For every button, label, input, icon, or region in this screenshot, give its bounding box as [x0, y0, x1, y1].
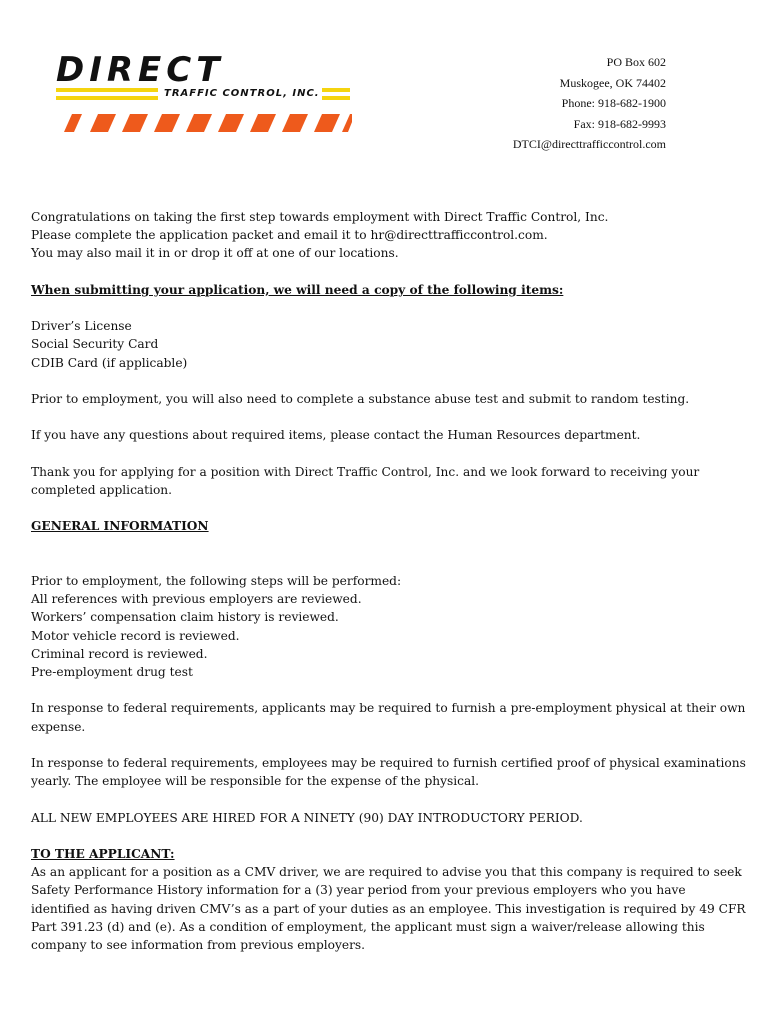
address-block — [513, 52, 666, 155]
thanks-text: Thank you for applying for a position with Direct Traffic Control, Inc. and we look forward to receiving your completed application. — [31, 464, 700, 497]
list-item: Driver’s License — [31, 319, 132, 334]
questions-text: If you have any questions about required items, please contact the Human Resources department. — [31, 428, 641, 443]
intro-line-2: Please complete the application packet and email it to hr@directtrafficcontrol.com. — [31, 228, 548, 243]
list-item: All references with previous employers are reviewed. — [31, 592, 362, 607]
list-item: Motor vehicle record is reviewed. — [31, 628, 240, 643]
general-heading: GENERAL INFORMATION — [31, 519, 209, 534]
email-address: DTCI@directtrafficcontrol.com — [512, 137, 666, 151]
list-item: CDIB Card (if applicable) — [31, 355, 188, 370]
document-body — [31, 208, 746, 954]
applicant-heading: TO THE APPLICANT: — [31, 846, 175, 861]
intro-line-1: Congratulations on taking the first step towards employment with Direct Traffic Control, Inc. — [31, 210, 609, 224]
applicant-text: As an applicant for a position as a CMV driver, we are required to advise you that this company is required to seek Safety Performance History information for a (3) year period from your previous employers who you have identified as having driven CMV’s as a part of your duties as an employee. This investigation is required by 49 CFR Part 391.23 (d) and (e). As a condition of employment, the applicant must sign a waiver/release allowing this company to see information from previous employers. — [31, 865, 746, 952]
federal-physical-text: In response to federal requirements, applicants may be required to furnish a pre-employment physical at their own expense. — [31, 701, 746, 734]
phone-number: Phone: 918-682-1900 — [561, 96, 666, 110]
city-state-zip: Muskogee, OK 74402 — [559, 75, 666, 90]
list-item: Workers’ compensation claim history is reviewed. — [31, 610, 339, 625]
federal-proof-text: In response to federal requirements, employees may be required to furnish certified proof of physical examinations yearly. The employee will be responsible for the expense of the physical. — [31, 755, 746, 789]
list-item: Criminal record is reviewed. — [31, 646, 208, 661]
po-box: PO Box 602 — [606, 55, 666, 69]
items-heading: When submitting your application, we will need a copy of the following items: — [31, 282, 564, 297]
probation-text: ALL NEW EMPLOYEES ARE HIRED FOR A NINETY (90) DAY INTRODUCTORY PERIOD. — [31, 810, 583, 825]
fax-number: Fax: 918-682-9993 — [573, 116, 666, 131]
company-logo — [52, 50, 352, 136]
steps-intro: Prior to employment, the following steps will be performed: — [31, 573, 402, 588]
list-item: Social Security Card — [31, 337, 159, 352]
intro-line-3: You may also mail it in or drop it off at one of our locations. — [31, 246, 399, 261]
prior-testing-text: Prior to employment, you will also need to complete a substance abuse test and submit to random testing. — [31, 391, 690, 406]
logo-name: DIRECT — [56, 50, 225, 90]
list-item: Pre-employment drug test — [31, 664, 193, 679]
logo-tagline: TRAFFIC CONTROL, INC. — [164, 88, 320, 99]
